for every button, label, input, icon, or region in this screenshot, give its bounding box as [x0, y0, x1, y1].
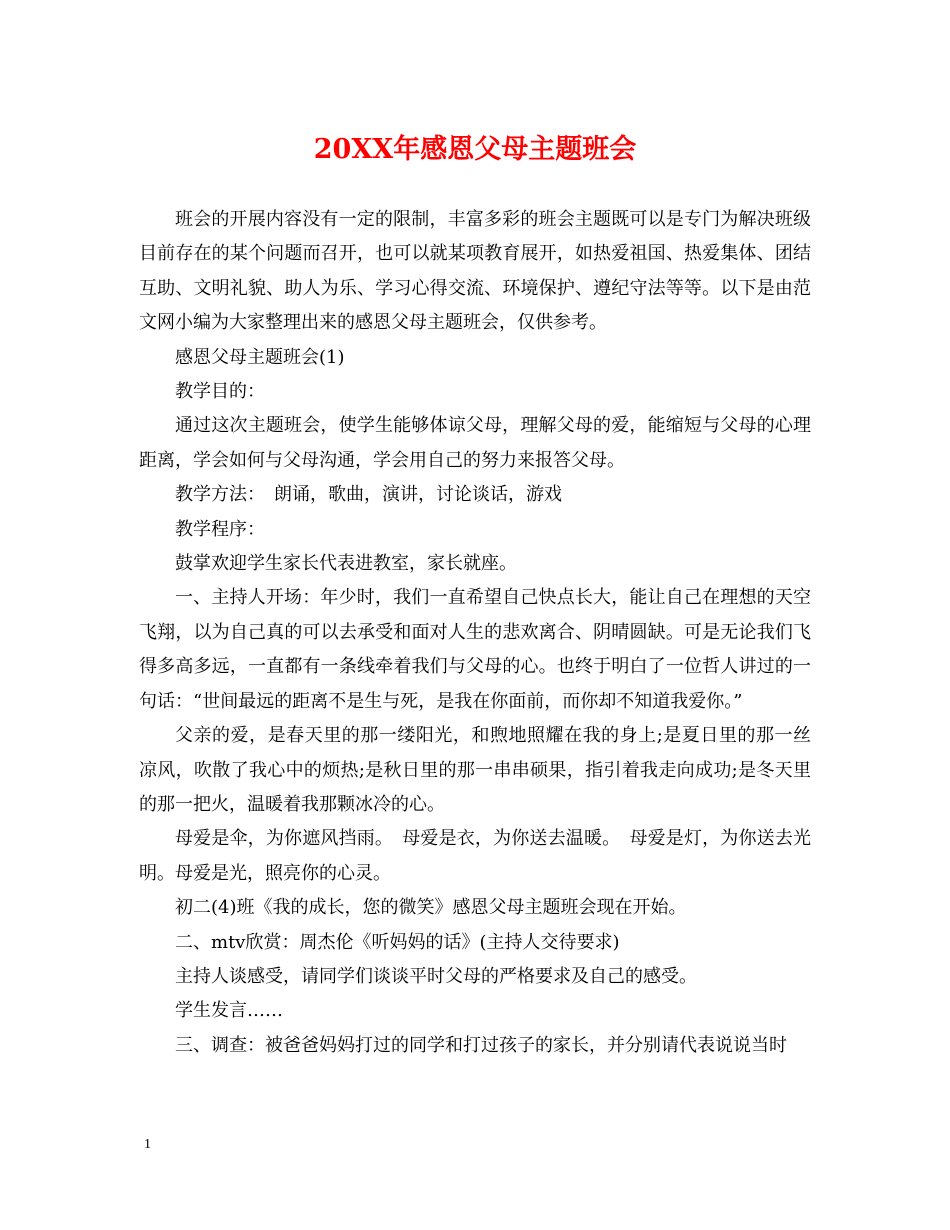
paragraph-host-opening: 一、主持人开场：年少时，我们一直希望自己快点长大，能让自己在理想的天空飞翔，以为自己真的可以去承受和面对人生的悲欢离合、阴晴圆缺。可是无论我们飞得多高多远，一直都有一条线牵着我们与父母的心。也终于明白了一位哲人讲过的一句话：“世间最远的距离不是生与死，是我在你面前，而你却不知道我爱你。”: [139, 587, 811, 712]
document-body: [139, 203, 811, 1063]
paragraph-survey: 三、调查：被爸爸妈妈打过的同学和打过孩子的家长，并分别请代表说说当时: [175, 1034, 787, 1056]
paragraph-teaching-method: 教学方法： 朗诵，歌曲，演讲，讨论谈话，游戏: [175, 484, 562, 506]
paragraph-section-heading: 感恩父母主题班会(1): [175, 346, 345, 368]
paragraph-teaching-goal-label: 教学目的：: [175, 381, 265, 403]
paragraph-mtv: 二、mtv欣赏：周杰伦《听妈妈的话》(主持人交待要求): [175, 931, 620, 953]
paragraph-class-start: 初二(4)班《我的成长，您的微笑》感恩父母主题班会现在开始。: [175, 897, 687, 919]
document-title: 20XX年感恩父母主题班会: [313, 134, 637, 165]
paragraph-teaching-goal: 通过这次主题班会，使学生能够体谅父母，理解父母的爱，能缩短与父母的心理距离，学会如何与父母沟通，学会用自己的努力来报答父母。: [139, 415, 811, 471]
page-number: 1: [144, 1137, 151, 1152]
paragraph-host-feelings: 主持人谈感受，请同学们谈谈平时父母的严格要求及自己的感受。: [175, 965, 697, 987]
paragraph-father-love: 父亲的爱，是春天里的那一缕阳光，和煦地照耀在我的身上;是夏日里的那一丝凉风，吹散了我心中的烦热;是秋日里的那一串串硕果，指引着我走向成功;是冬天里的那一把火，温暖着我那颗冰冷的心。: [139, 725, 811, 815]
paragraph-intro: 班会的开展内容没有一定的限制，丰富多彩的班会主题既可以是专门为解决班级目前存在的某个问题而召开，也可以就某项教育展开，如热爱祖国、热爱集体、团结互助、文明礼貌、助人为乐、学习心得交流、环境保护、遵纪守法等等。以下是由范文网小编为大家整理出来的感恩父母主题班会，仅供参考。: [139, 209, 811, 334]
paragraph-mother-love: 母爱是伞，为你遮风挡雨。 母爱是衣，为你送去温暖。 母爱是灯，为你送去光明。母爱是光，照亮你的心灵。: [139, 828, 811, 884]
paragraph-welcome: 鼓掌欢迎学生家长代表进教室，家长就座。: [175, 553, 517, 575]
paragraph-student-speech: 学生发言……: [175, 1000, 283, 1022]
paragraph-teaching-procedure-label: 教学程序：: [175, 518, 265, 540]
